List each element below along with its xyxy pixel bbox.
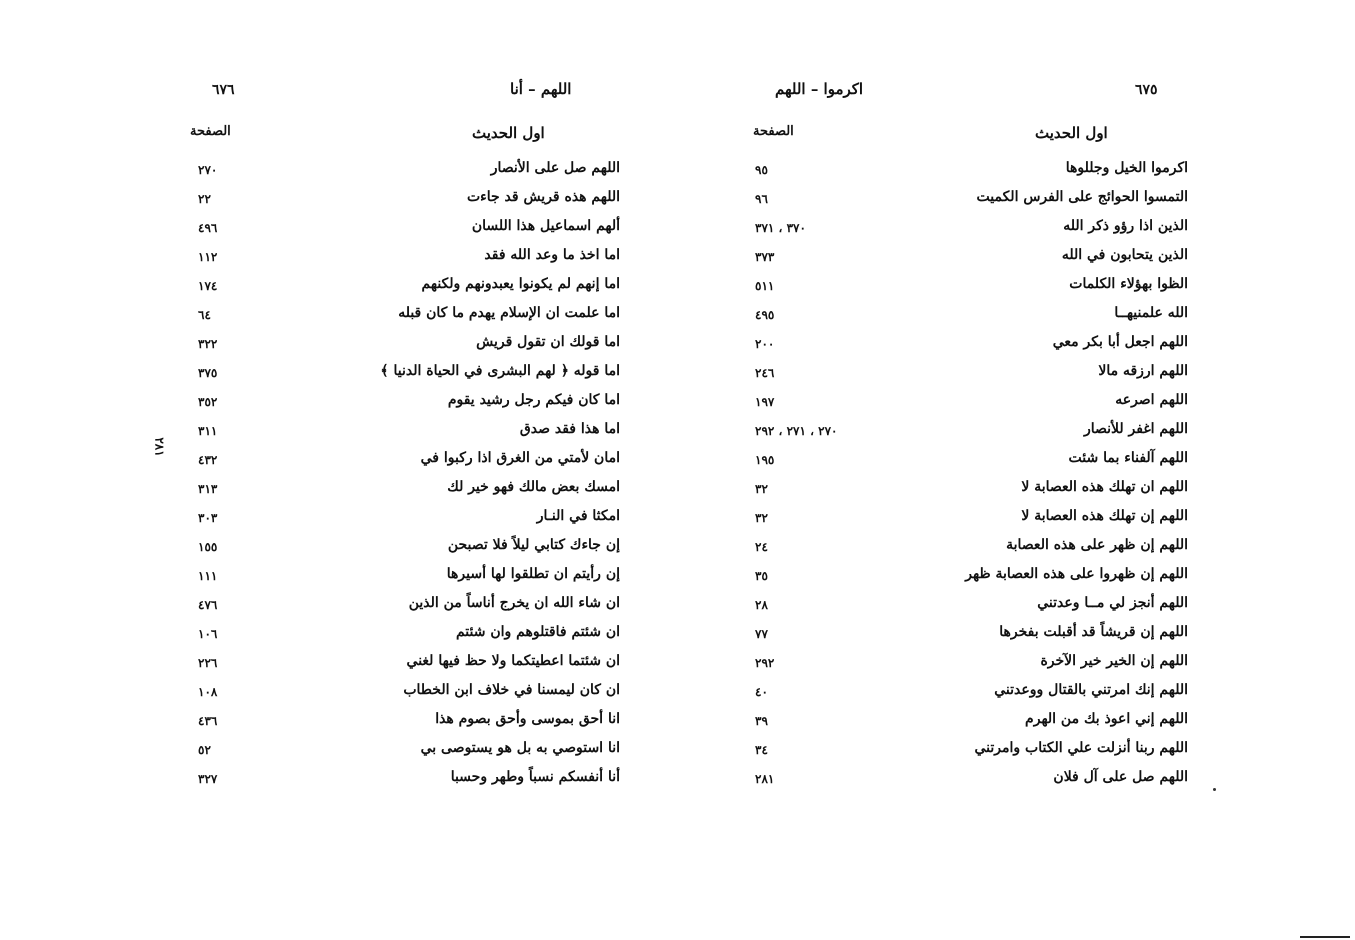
index-row bbox=[160, 769, 630, 798]
page-ref: ٢٢ bbox=[198, 192, 211, 206]
page-ref: ١٠٨ bbox=[198, 685, 218, 699]
index-row bbox=[160, 450, 630, 479]
margin-page-mark: ٢٨١ bbox=[152, 437, 167, 457]
running-title: اللهم – أنا bbox=[510, 80, 572, 98]
column-header-hadith: اول الحديث bbox=[472, 124, 545, 142]
page-ref: ٣١٣ bbox=[198, 482, 218, 496]
page-ref: ٥٢ bbox=[198, 743, 211, 757]
column-header-page: الصفحة bbox=[753, 124, 794, 139]
index-list bbox=[735, 160, 1205, 798]
index-row bbox=[160, 566, 630, 595]
corner-rule bbox=[1300, 936, 1350, 938]
index-row bbox=[735, 421, 1205, 450]
page-ref: ١١٢ bbox=[198, 250, 218, 264]
page-ref: ٣٢ bbox=[755, 511, 768, 525]
index-row bbox=[735, 624, 1205, 653]
hadith-start: اما كان فيكم رجل رشيد يقوم bbox=[447, 392, 620, 408]
index-row bbox=[735, 189, 1205, 218]
hadith-start: امان لأمتي من الغرق اذا ركبوا في bbox=[420, 450, 620, 466]
hadith-start: انا أحق بموسى وأحق بصوم هذا bbox=[435, 711, 620, 727]
page-ref: ٣٧٣ bbox=[755, 250, 775, 264]
index-row bbox=[735, 160, 1205, 189]
index-row bbox=[735, 653, 1205, 682]
column-header-hadith: اول الحديث bbox=[1035, 124, 1108, 142]
hadith-start: ان شئتما اعطيتكما ولا حظ فيها لغني bbox=[406, 653, 620, 669]
index-row bbox=[735, 363, 1205, 392]
hadith-start: اللهم ربنا أنزلت علي الكتاب وامرتني bbox=[974, 740, 1188, 756]
page-ref: ١٧٤ bbox=[198, 279, 218, 293]
page-ref: ٣٩ bbox=[755, 714, 768, 728]
index-row bbox=[160, 247, 630, 276]
hadith-start: اما علمت ان الإسلام يهدم ما كان قبله bbox=[398, 305, 620, 321]
hadith-start: اللهم ارزقه مالا bbox=[1098, 363, 1188, 379]
index-row bbox=[735, 479, 1205, 508]
index-row bbox=[735, 740, 1205, 769]
hadith-start: الذين يتحابون في الله bbox=[1061, 247, 1188, 263]
hadith-start: اللهم صل على آل فلان bbox=[1053, 769, 1188, 785]
hadith-start: الله علمنيهــا bbox=[1114, 305, 1188, 321]
page-ref: ٤٠ bbox=[755, 685, 768, 699]
hadith-start: اكرموا الخيل وجللوها bbox=[1065, 160, 1188, 176]
index-row bbox=[160, 479, 630, 508]
hadith-start: اللهم إن ظهر على هذه العصابة bbox=[1006, 537, 1188, 553]
left-page bbox=[160, 0, 630, 940]
hadith-start: انا استوصي به بل هو يستوصى بي bbox=[420, 740, 620, 756]
index-row bbox=[735, 247, 1205, 276]
page-ref: ٢٧٠ bbox=[198, 163, 218, 177]
index-row bbox=[160, 595, 630, 624]
index-list bbox=[160, 160, 630, 798]
index-row bbox=[735, 218, 1205, 247]
page-ref: ٢٢٦ bbox=[198, 656, 218, 670]
page-ref: ٢٧٠ ، ٢٧١ ، ٢٩٢ bbox=[755, 424, 838, 438]
index-row bbox=[160, 363, 630, 392]
page-ref: ٤٩٦ bbox=[198, 221, 218, 235]
right-page bbox=[735, 0, 1205, 940]
index-row bbox=[735, 305, 1205, 334]
hadith-start: امكثا في النـار bbox=[536, 508, 620, 524]
column-header-page: الصفحة bbox=[190, 124, 231, 139]
page-ref: ٣٢٢ bbox=[198, 337, 218, 351]
hadith-start: اللهم إنك امرتني بالقتال ووعدتني bbox=[994, 682, 1188, 698]
page-ref: ١٩٥ bbox=[755, 453, 775, 467]
index-row bbox=[735, 595, 1205, 624]
hadith-start: اما اخذ ما وعد الله فقد bbox=[484, 247, 620, 263]
hadith-start: اللهم اجعل أبا بكر معي bbox=[1052, 334, 1188, 350]
hadith-start: ان شئتم فاقتلوهم وان شئتم bbox=[455, 624, 620, 640]
index-row bbox=[160, 305, 630, 334]
hadith-start: اللهم صل على الأنصار bbox=[490, 160, 620, 176]
index-row bbox=[735, 537, 1205, 566]
page-ref: ٣٥ bbox=[755, 569, 768, 583]
page-ref: ٣٧٠ ، ٣٧١ bbox=[755, 221, 806, 235]
page-ref: ١١١ bbox=[198, 569, 218, 583]
index-row bbox=[735, 566, 1205, 595]
page-ref: ١٥٥ bbox=[198, 540, 218, 554]
page-ref: ٣٥٢ bbox=[198, 395, 218, 409]
hadith-start: أنا أنفسكم نسباً وطهر وحسبا bbox=[450, 769, 620, 785]
hadith-start: اللهم اصرعه bbox=[1115, 392, 1188, 408]
hadith-start: اما هذا فقد صدق bbox=[519, 421, 620, 437]
hadith-start: ان كان ليمسنا في خلاف ابن الخطاب bbox=[403, 682, 620, 698]
index-row bbox=[160, 653, 630, 682]
page-ref: ٢٨ bbox=[755, 598, 768, 612]
index-row bbox=[735, 711, 1205, 740]
page-ref: ٣٢ bbox=[755, 482, 768, 496]
hadith-start: الذين اذا رؤو ذكر الله bbox=[1063, 218, 1188, 234]
page-number: ٦٧٥ bbox=[1135, 82, 1158, 98]
page-ref: ٦٤ bbox=[198, 308, 211, 322]
page-ref: ٤٣٦ bbox=[198, 714, 218, 728]
index-row bbox=[160, 189, 630, 218]
page-ref: ١٩٧ bbox=[755, 395, 775, 409]
index-row bbox=[735, 508, 1205, 537]
index-row bbox=[160, 537, 630, 566]
page-ref: ٣٧٥ bbox=[198, 366, 218, 380]
index-row bbox=[160, 160, 630, 189]
hadith-start: إن رأيتم ان تطلقوا لها أسيرها bbox=[446, 566, 620, 582]
hadith-start: اللهم إن تهلك هذه العصابة لا bbox=[1021, 508, 1188, 524]
page-ref: ٢٤٦ bbox=[755, 366, 775, 380]
stray-dot bbox=[1213, 788, 1216, 791]
hadith-start: اما إنهم لم يكونوا يعبدونهم ولكنهم bbox=[421, 276, 620, 292]
page-number: ٦٧٦ bbox=[212, 82, 235, 98]
page-ref: ٩٥ bbox=[755, 163, 768, 177]
hadith-start: اللهم إن قريشاً قد أقبلت بفخرها bbox=[999, 624, 1188, 640]
hadith-start: ألهم اسماعيل هذا اللسان bbox=[471, 218, 620, 234]
index-row bbox=[735, 276, 1205, 305]
page-ref: ٣٠٣ bbox=[198, 511, 218, 525]
page-ref: ٤٣٢ bbox=[198, 453, 218, 467]
index-row bbox=[160, 711, 630, 740]
hadith-start: اللهم أنجز لي مــا وعدتني bbox=[1037, 595, 1188, 611]
page-ref: ٩٦ bbox=[755, 192, 768, 206]
index-row bbox=[160, 682, 630, 711]
page-ref: ٤٩٥ bbox=[755, 308, 775, 322]
index-row bbox=[160, 740, 630, 769]
page-ref: ٢٨١ bbox=[755, 772, 775, 786]
hadith-start: اما قولك ان تقول قريش bbox=[476, 334, 620, 350]
hadith-start: امسك بعض مالك فهو خير لك bbox=[447, 479, 620, 495]
page-ref: ٧٧ bbox=[755, 627, 768, 641]
page-ref: ١٠٦ bbox=[198, 627, 218, 641]
index-row bbox=[160, 421, 630, 450]
index-row bbox=[735, 769, 1205, 798]
page-ref: ٣٤ bbox=[755, 743, 768, 757]
page-ref: ٢٤ bbox=[755, 540, 768, 554]
index-row bbox=[160, 334, 630, 363]
hadith-start: ان شاء الله ان يخرج أناساً من الذين bbox=[408, 595, 620, 611]
page-ref: ٥١١ bbox=[755, 279, 775, 293]
index-row bbox=[160, 276, 630, 305]
index-row bbox=[160, 508, 630, 537]
index-row bbox=[735, 450, 1205, 479]
index-row bbox=[160, 392, 630, 421]
hadith-start: التمسوا الحوائج على الفرس الكميت bbox=[976, 189, 1188, 205]
index-row bbox=[160, 218, 630, 247]
hadith-start: اللهم هذه قريش قد جاءت bbox=[466, 189, 620, 205]
page-ref: ٢٩٢ bbox=[755, 656, 775, 670]
hadith-start: الظوا بهؤلاء الكلمات bbox=[1069, 276, 1188, 292]
index-row bbox=[735, 392, 1205, 421]
index-row bbox=[735, 334, 1205, 363]
hadith-start: اللهم إن ظهروا على هذه العصابة ظهر bbox=[965, 566, 1188, 582]
page-ref: ٣٢٧ bbox=[198, 772, 218, 786]
index-row bbox=[735, 682, 1205, 711]
hadith-start: اللهم إني اعوذ بك من الهرم bbox=[1025, 711, 1188, 727]
index-row bbox=[160, 624, 630, 653]
running-title: اكرموا – اللهم bbox=[775, 80, 864, 98]
hadith-start: اللهم ان تهلك هذه العصابة لا bbox=[1021, 479, 1188, 495]
hadith-start: اللهم إن الخير خير الآخرة bbox=[1040, 653, 1188, 669]
hadith-start: اللهم اغفر للأنصار bbox=[1083, 421, 1188, 437]
hadith-start: إن جاءك كتابي ليلاً فلا تصبحن bbox=[447, 537, 620, 553]
hadith-start: اما قوله ﴿ لهم البشرى في الحياة الدنيا ﴾ bbox=[380, 363, 620, 379]
hadith-start: اللهم آلفناء بما شئت bbox=[1068, 450, 1188, 466]
page-ref: ٢٠٠ bbox=[755, 337, 775, 351]
page-ref: ٤٧٦ bbox=[198, 598, 218, 612]
page-ref: ٣١١ bbox=[198, 424, 218, 438]
